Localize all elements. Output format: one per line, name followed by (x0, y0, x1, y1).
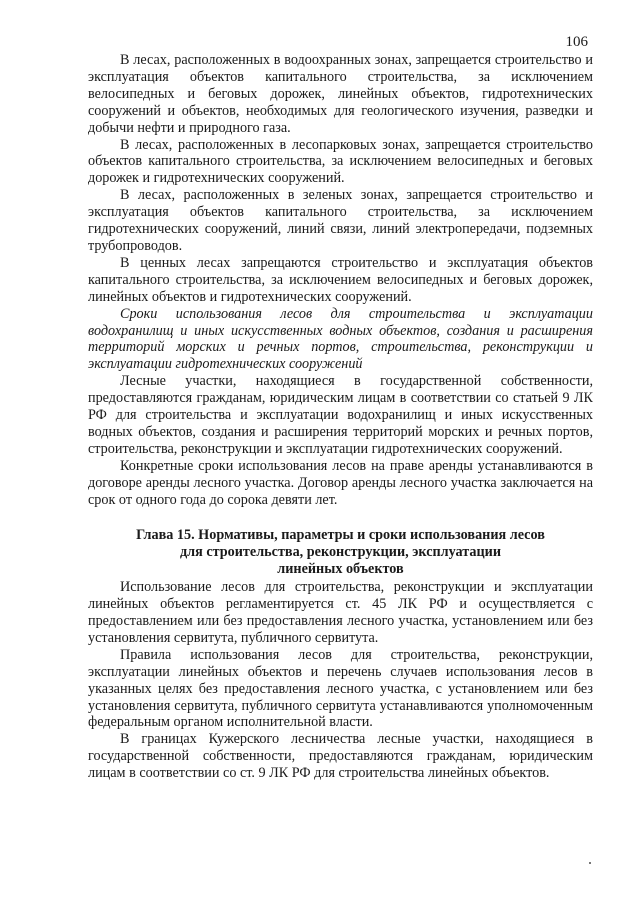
paragraph-usage-rules: Правила использования лесов для строительства, реконструкции, эксплуатации линейных объектов и перечень случаев использования лесов в указанных целях без предоставления лесного участка, с установлением или без установления сервитута, публичного сервитута устанавливаются уполномоченным федеральным органом исполнительной власти. (88, 646, 593, 731)
italic-subheading: Сроки использования лесов для строительства и эксплуатации водохранилищ и иных искусственных водных объектов, создания и расширения территорий морских и речных портов, строительства, реконструкции и эксплуатации гидротехнических сооружений (88, 305, 593, 373)
chapter-heading (88, 527, 593, 578)
paragraph-linear-objects-regulation: Использование лесов для строительства, реконструкции и эксплуатации линейных объектов регламентируется ст. 45 ЛК РФ и осуществляется с предоставлением или без предоставления лесного участка, установлением или без установления сервитута, публичного сервитута. (88, 579, 593, 646)
chapter-heading-line-3: линейных объектов (277, 561, 404, 578)
paragraph-kuzhersky-forestry: В границах Кужерского лесничества лесные участки, находящиеся в государственной собственности, предоставляются гражданам, юридическим лицам в соответствии со ст. 9 ЛК РФ для строительства линейных объектов. (88, 731, 593, 782)
chapter-heading-line-1: Глава 15. Нормативы, параметры и сроки использования лесов (136, 527, 545, 544)
paragraph-land-plots-provision: Лесные участки, находящиеся в государственной собственности, предоставляются гражданам, юридическим лицам в соответствии со статьей 9 ЛК РФ для строительства и эксплуатации водохранилищ и иных искусственных водных объектов, создания и расширения территорий морских и речных портов, строительства, реконструкции и эксплуатации гидротехнических сооружений. (88, 373, 593, 457)
document-body (88, 52, 593, 782)
paragraph-green-zones: В лесах, расположенных в зеленых зонах, запрещается строительство и эксплуатация объектов капитального строительства, за исключением гидротехнических сооружений, линий связи, линий электропередачи, подземных трубопроводов. (88, 187, 593, 254)
paragraph-valuable-forests: В ценных лесах запрещаются строительство и эксплуатация объектов капитального строительства, за исключением велосипедных и беговых дорожек, линейных объектов и гидротехнических сооружений. (88, 254, 593, 305)
page-number: 106 (565, 34, 588, 50)
chapter-heading-line-2: для строительства, реконструкции, эксплуатации (179, 544, 502, 561)
paragraph-forest-park-zones: В лесах, расположенных в лесопарковых зонах, запрещается строительство объектов капитального строительства, за исключением велосипедных и беговых дорожек и гидротехнических сооружений. (88, 136, 593, 187)
paragraph-water-protection-zones: В лесах, расположенных в водоохранных зонах, запрещается строительство и эксплуатация объектов капитального строительства, за исключением велосипедных и беговых дорожек, линейных объектов, гидротехнических сооружений и объектов, необходимых для геологического изучения, разведки и добычи нефти и природного газа. (88, 52, 593, 136)
paragraph-lease-terms: Конкретные сроки использования лесов на праве аренды устанавливаются в договоре аренды лесного участка. Договор аренды лесного участка заключается на срок от одного года до сорока девяти лет. (88, 457, 593, 508)
scan-speck (589, 862, 591, 864)
